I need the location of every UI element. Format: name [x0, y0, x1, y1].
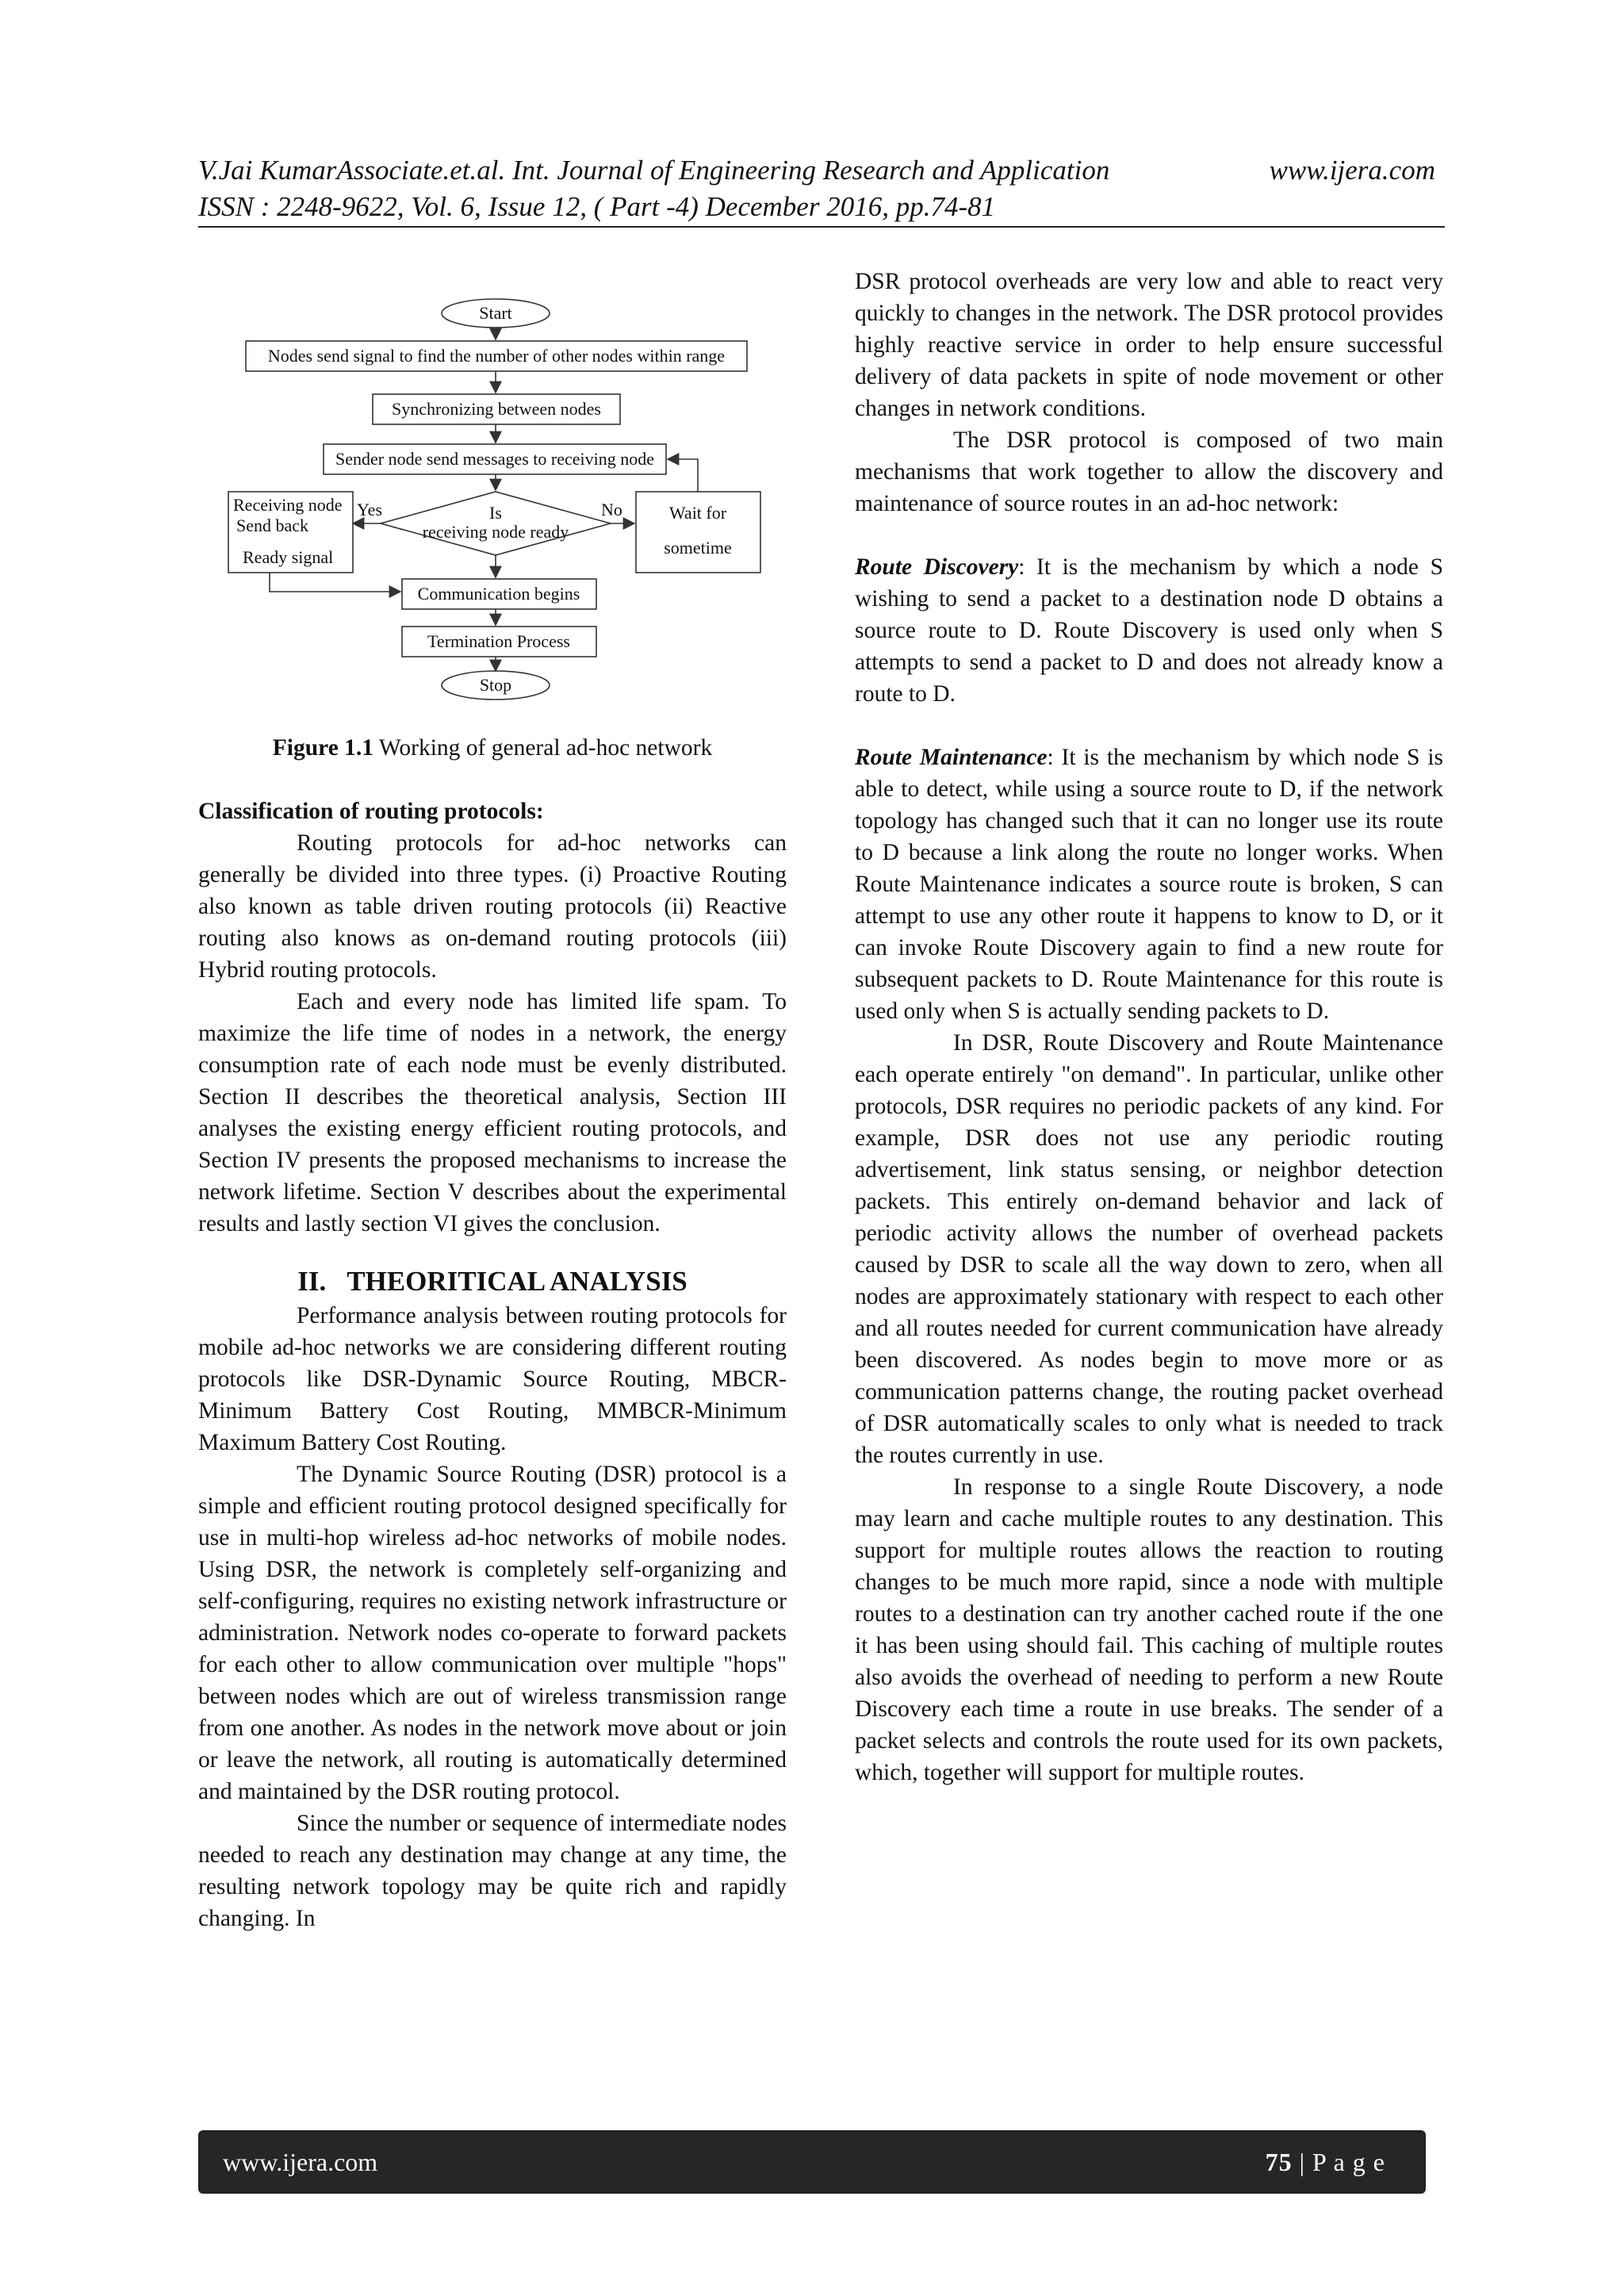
stop-label: Stop [479, 675, 512, 695]
step-sender-send-label: Sender node send messages to receiving node [335, 449, 654, 469]
left-paragraph-5: Since the number or sequence of intermediate nodes needed to reach any destination may change at any time, the resulting network topology may be quite rich and rapidly changing. In [198, 1811, 787, 1931]
left-paragraph-1: Routing protocols for ad-hoc networks can generally be divided into three types. (i) Proactive Routing also known as table driven routing protocols (ii) Reactive routing also knows as on-demand routing protocols (iii) Hybrid routing protocols. [198, 830, 787, 983]
route-maintenance-term: Route Maintenance [855, 745, 1048, 770]
caption-label: Figure 1.1 [272, 735, 374, 761]
page-label: | P a g e [1292, 2147, 1385, 2176]
receiving-node-line2: Send back [236, 516, 309, 535]
footer-url[interactable]: www.ijera.com [223, 2147, 378, 2176]
right-paragraph-1: DSR protocol overheads are very low and able to react very quickly to changes in the network. The DSR protocol provides highly reactive service in order to help ensure successful delivery of data packets in spite of node movement or other changes in network conditions. [855, 269, 1443, 421]
termination-process-label: Termination Process [427, 631, 570, 651]
left-paragraph-2: Each and every node has limited life spam. To maximize the life time of nodes in a network, the energy consumption rate of each node must be evenly distributed. Section II describes the theoretical analysis, Section III analyses the existing energy efficient routing protocols, and Section IV presents the proposed mechanisms to increase the network lifetime. Section V describes about the experimental results and lastly section VI gives the conclusion. [198, 989, 787, 1236]
journal-website[interactable]: www.ijera.com [1269, 155, 1435, 186]
left-column [198, 282, 787, 1934]
running-header [198, 152, 1435, 225]
right-paragraph-2: The DSR protocol is composed of two main mechanisms that work together to allow the discovery and maintenance of source routes in an ad-hoc network: [855, 427, 1443, 516]
step-send-signal-label: Nodes send signal to find the number of other nodes within range [267, 346, 726, 366]
decision-label-line1: Is [489, 503, 502, 523]
decision-label-line2: receiving node ready [422, 522, 569, 542]
header-line-1 [198, 152, 1435, 189]
section-title: THEORITICAL ANALYSIS [347, 1266, 688, 1297]
section-number: II. [297, 1266, 327, 1297]
route-discovery-paragraph [855, 551, 1443, 710]
communication-begins-label: Communication begins [417, 584, 580, 604]
journal-citation: V.Jai KumarAssociate.et.al. Int. Journal of Engineering Research and Application [198, 155, 1110, 186]
start-label: Start [479, 303, 512, 323]
route-discovery-term: Route Discovery [855, 554, 1019, 580]
page-number [1266, 2148, 1385, 2177]
caption-text: Working of general ad-hoc network [373, 735, 713, 761]
figure-1-1 [198, 282, 787, 726]
route-maintenance-text: : It is the mechanism by which node S is able to detect, while using a source route to D, if the network topology has changed such that it can no longer use its route to D because a link along the route no longer works. When Route Maintenance indicates a source route is broken, S can attempt to use any other route it happens to know to D, or it can invoke Route Discovery again to find a new route for subsequent packets to D. Route Maintenance for this route is used only when S is actually sending packets to D. [855, 745, 1443, 1024]
yes-label: Yes [357, 500, 383, 519]
step-synchronizing-label: Synchronizing between nodes [392, 399, 601, 419]
header-line-2 [198, 189, 1435, 225]
right-paragraph-4: In response to a single Route Discovery, a node may learn and cache multiple routes to any destination. This support for multiple routes allows the reaction to routing changes to be much more rapid, since a node with multiple routes to a destination can try another cached route if the one it has been using should fail. This caching of multiple routes also avoids the overhead of needing to perform a new Route Discovery each time a route in use breaks. The sender of a packet selects and controls the route used for its own packets, which, together will support for multiple routes. [855, 1474, 1443, 1785]
route-discovery-text: : It is the mechanism by which a node S wishing to send a packet to a destination node D obtains a source route to D. Route Discovery is used only when S attempts to send a packet to D and does not already know a route to D. [855, 554, 1443, 707]
right-paragraph-3: In DSR, Route Discovery and Route Maintenance each operate entirely "on demand". In particular, unlike other protocols, DSR requires no periodic packets of any kind. For example, DSR does not use any periodic routing advertisement, link status sensing, or neighbor detection packets. This entirely on-demand behavior and lack of periodic activity allows the number of overhead packets caused by DSR to scale all the way down to zero, when all nodes are approximately stationary with respect to each other and all routes needed for current communication have already been discovered. As nodes begin to move more or as communication patterns change, the routing packet overhead of DSR automatically scales to only what is needed to track the routes currently in use. [855, 1030, 1443, 1468]
route-maintenance-paragraph [855, 742, 1443, 1027]
flowchart [222, 293, 761, 722]
wait-line1: Wait for [668, 503, 727, 523]
section-heading [198, 1263, 787, 1300]
issn-citation: ISSN : 2248-9622, Vol. 6, Issue 12, ( Part -4) December 2016, pp.74-81 [198, 191, 996, 222]
header-rule [198, 226, 1445, 228]
page-footer [198, 2130, 1426, 2194]
wait-line2: sometime [664, 538, 732, 558]
right-column [855, 266, 1443, 1788]
no-label: No [601, 500, 622, 519]
left-paragraph-3: Performance analysis between routing protocols for mobile ad-hoc networks we are considering different routing protocols like DSR-Dynamic Source Routing, MBCR-Minimum Battery Cost Routing, MMBCR-Minimum Maximum Battery Cost Routing. [198, 1303, 787, 1455]
page-number-value: 75 [1265, 2147, 1293, 2176]
receiving-node-line1: Receiving node [233, 495, 343, 515]
left-paragraph-4: The Dynamic Source Routing (DSR) protocol is a simple and efficient routing protocol designed specifically for use in multi-hop wireless ad-hoc networks of mobile nodes. Using DSR, the network is completely self-organizing and self-configuring, requires no existing network infrastructure or administration. Network nodes co-operate to forward packets for each other to allow communication over multiple "hops" between nodes which are out of wireless transmission range from one another. As nodes in the network move about or join or leave the network, all routing is automatically determined and maintained by the DSR routing protocol. [198, 1462, 787, 1804]
figure-caption [198, 732, 787, 764]
classification-heading: Classification of routing protocols: [198, 799, 544, 824]
receiving-node-line3: Ready signal [243, 547, 334, 567]
